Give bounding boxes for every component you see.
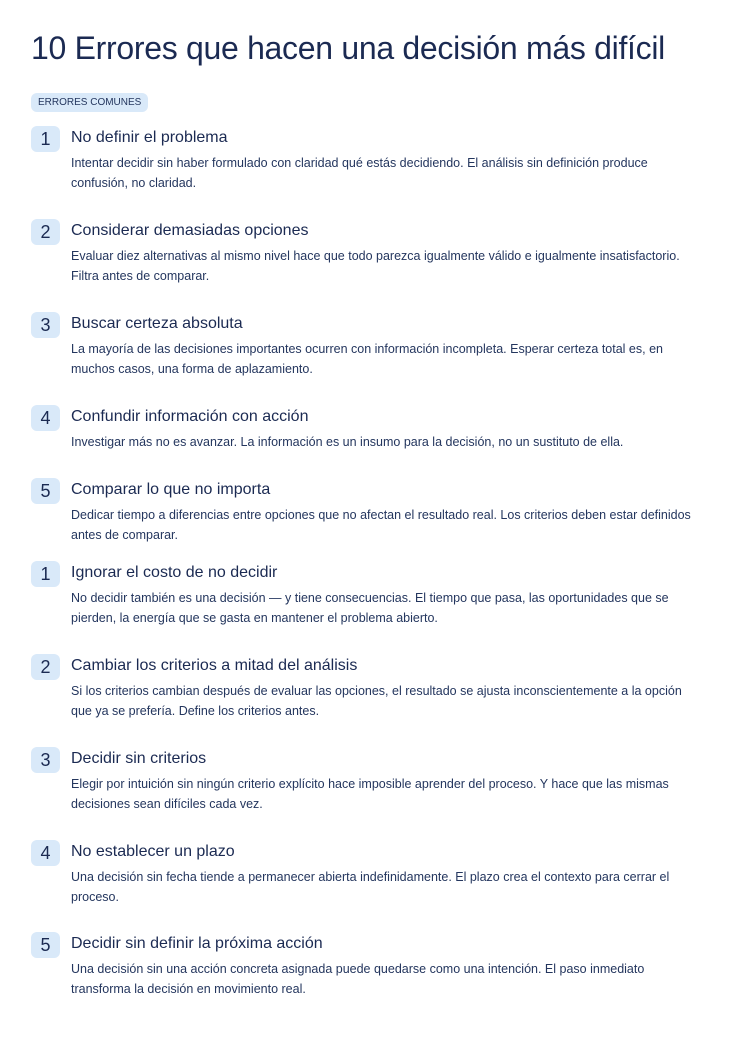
item-description: Una decisión sin una acción concreta asignada puede quedarse como una intención. El paso inmediato transforma la decisión en movimiento real. — [71, 962, 645, 996]
item-description: Intentar decidir sin haber formulado con claridad qué estás decidiendo. El análisis sin definición produce confusión, no claridad. — [71, 156, 648, 190]
item-number-badge: 2 — [31, 219, 60, 245]
item-number-badge: 4 — [31, 840, 60, 866]
item-title: Decidir sin definir la próxima acción — [71, 935, 323, 952]
item-number-badge: 1 — [31, 561, 60, 587]
item-description: Una decisión sin fecha tiende a permanecer abierta indefinidamente. El plazo crea el contexto para cerrar el proceso. — [71, 870, 670, 904]
item-description: Elegir por intuición sin ningún criterio explícito hace imposible aprender del proceso. Y hace que las mismas decisiones sean difíciles cada vez. — [71, 777, 669, 811]
item-number-badge: 3 — [31, 312, 60, 338]
category-badge: ERRORES COMUNES — [31, 93, 148, 112]
item-title: Buscar certeza absoluta — [71, 315, 243, 332]
item-number-badge: 1 — [31, 126, 60, 152]
item-title: Ignorar el costo de no decidir — [71, 564, 278, 581]
item-title: Comparar lo que no importa — [71, 481, 271, 498]
item-title: Decidir sin criterios — [71, 750, 207, 767]
item-description: No decidir también es una decisión — y tiene consecuencias. El tiempo que pasa, las oportunidades que se pierden, la energía que se gasta en mantener el problema abierto. — [71, 591, 669, 625]
item-description: Dedicar tiempo a diferencias entre opciones que no afectan el resultado real. Los criterios deben estar definidos antes de comparar. — [71, 508, 691, 542]
item-title: No definir el problema — [71, 129, 228, 146]
item-title: No establecer un plazo — [71, 843, 235, 860]
item-title: Confundir información con acción — [71, 408, 309, 425]
item-description: La mayoría de las decisiones importantes ocurren con información incompleta. Esperar certeza total es, en muchos casos, una forma de aplazamiento. — [71, 342, 663, 376]
item-number-badge: 3 — [31, 747, 60, 773]
item-description: Investigar más no es avanzar. La información es un insumo para la decisión, no un sustituto de ella. — [71, 435, 624, 449]
item-number-badge: 4 — [31, 405, 60, 431]
item-number-badge: 5 — [31, 478, 60, 504]
page-title: 10 Errores que hacen una decisión más difícil — [31, 30, 665, 66]
item-description: Evaluar diez alternativas al mismo nivel hace que todo parezca igualmente válido e igualmente insatisfactorio. Filtra antes de comparar. — [71, 249, 680, 283]
item-title: Considerar demasiadas opciones — [71, 222, 309, 239]
item-title: Cambiar los criterios a mitad del análisis — [71, 657, 358, 674]
item-number-badge: 5 — [31, 932, 60, 958]
item-description: Si los criterios cambian después de evaluar las opciones, el resultado se ajusta inconscientemente a la opción que ya se prefería. Define los criterios antes. — [71, 684, 682, 718]
item-number-badge: 2 — [31, 654, 60, 680]
